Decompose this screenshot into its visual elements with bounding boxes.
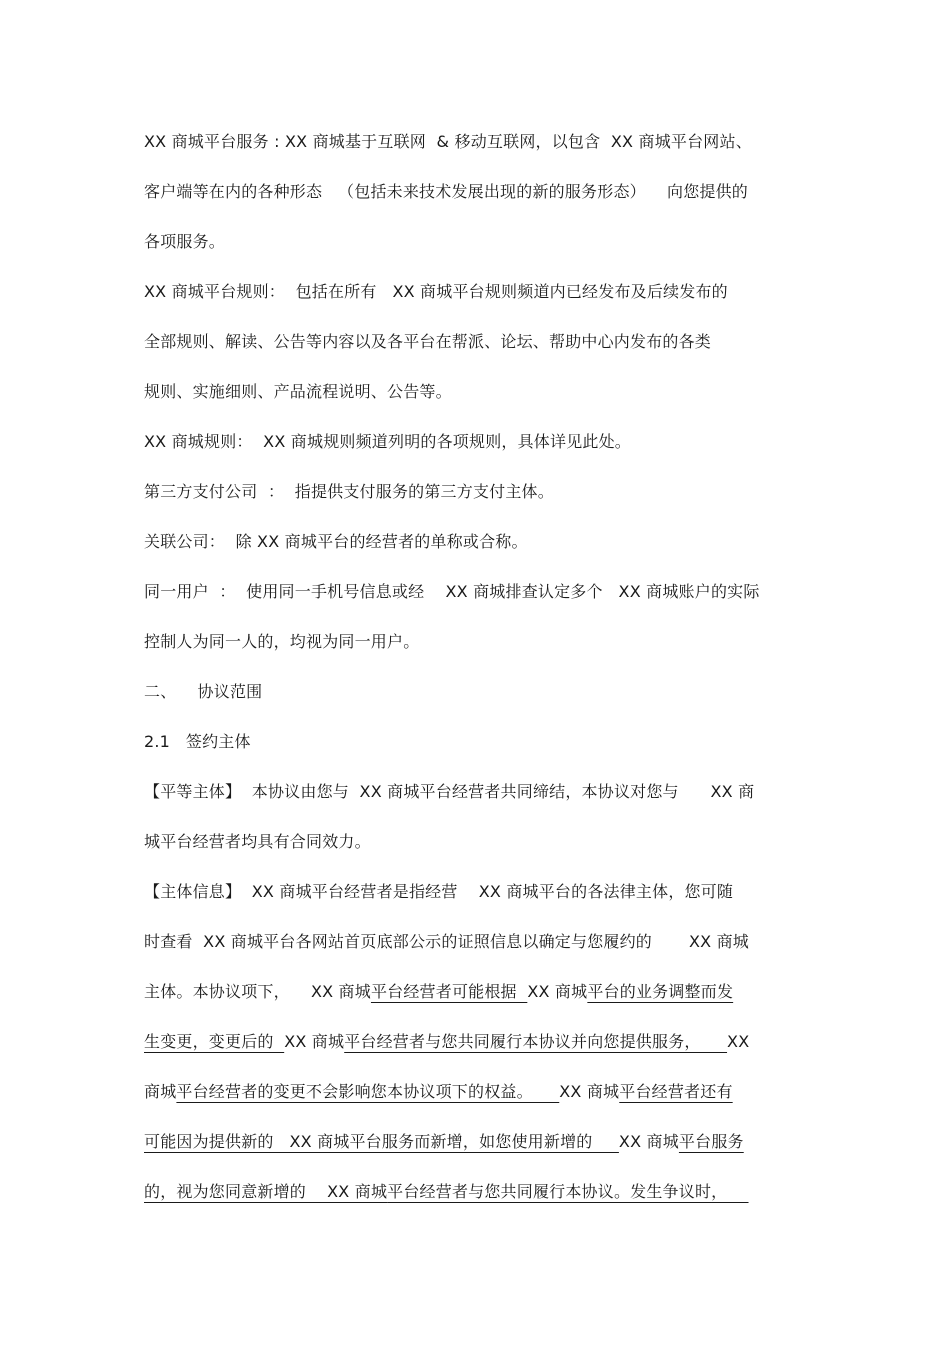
text-span: 各项服务。 bbox=[144, 232, 226, 251]
text-line bbox=[144, 781, 754, 803]
text-line bbox=[144, 831, 371, 853]
text-line bbox=[144, 681, 262, 703]
text-span: 2.1 签约主体 bbox=[144, 732, 251, 751]
text-span: XX 商城 bbox=[618, 1132, 679, 1151]
text-span: 关联公司： 除 XX 商城平台的经营者的单称或合称。 bbox=[144, 532, 528, 551]
underlined-text: 平台的业务调整而发 bbox=[587, 982, 734, 1001]
text-span: 【平等主体】 本协议由您与 XX 商城平台经营者共同缔结，本协议对您与 XX 商 bbox=[144, 782, 755, 801]
text-line bbox=[144, 431, 631, 453]
text-span: 【主体信息】 XX 商城平台经营者是指经营 XX 商城平台的各法律主体，您可随 bbox=[144, 882, 734, 901]
text-span: 城平台经营者均具有合同效力。 bbox=[144, 832, 371, 851]
text-line bbox=[144, 731, 251, 753]
text-line bbox=[144, 1181, 749, 1203]
text-line bbox=[144, 981, 733, 1003]
underlined-text: 可能因为提供新的 XX 商城平台服务而新增，如您使用新增的 bbox=[144, 1132, 619, 1151]
text-span: 同一用户 ： 使用同一手机号信息或经 XX 商城排查认定多个 XX 商城账户的实际 bbox=[144, 582, 760, 601]
text-span: XX bbox=[727, 1032, 750, 1051]
text-line bbox=[144, 231, 225, 253]
text-span: XX 商城 bbox=[284, 1032, 345, 1051]
text-span: 时查看 XX 商城平台各网站首页底部公示的证照信息以确定与您履约的 XX 商城 bbox=[144, 932, 749, 951]
text-line bbox=[144, 381, 452, 403]
text-line bbox=[144, 581, 760, 603]
text-line bbox=[144, 331, 711, 353]
text-span: XX 商城平台服务 : XX 商城基于互联网 & 移动互联网，以包含 XX 商城平台网站、 bbox=[144, 132, 752, 151]
text-line bbox=[144, 931, 749, 953]
text-span: XX 商城平台规则： 包括在所有 XX 商城平台规则频道内已经发布及后续发布的 bbox=[144, 282, 728, 301]
text-line bbox=[144, 481, 554, 503]
text-line bbox=[144, 181, 748, 203]
underlined-text: 的，视为您同意新增的 XX 商城 bbox=[144, 1182, 388, 1201]
text-line bbox=[144, 1131, 744, 1153]
underlined-text: 生变更，变更后的 bbox=[144, 1032, 285, 1051]
text-span: 控制人为同一人的，均视为同一用户。 bbox=[144, 632, 420, 651]
text-span: 主体。本协议项下， XX 商城 bbox=[144, 982, 371, 1001]
text-line bbox=[144, 881, 733, 903]
text-line bbox=[144, 281, 728, 303]
text-span: 客户端等在内的各种形态 （包括未来技术发展出现的新的服务形态） 向您提供的 bbox=[144, 182, 749, 201]
text-line bbox=[144, 631, 419, 653]
text-span: 二、 协议范围 bbox=[144, 682, 263, 701]
text-span: XX 商城 bbox=[527, 982, 588, 1001]
text-line bbox=[144, 531, 528, 553]
underlined-text: 平台经营者与您共同履行本协议。发生争议时， bbox=[387, 1182, 749, 1201]
text-span: 规则、实施细则、产品流程说明、公告等。 bbox=[144, 382, 452, 401]
text-span: 商城 bbox=[144, 1082, 177, 1101]
text-span: XX 商城规则： XX 商城规则频道列明的各项规则，具体详见此处。 bbox=[144, 432, 631, 451]
underlined-text: 平台服务 bbox=[678, 1132, 744, 1151]
text-line bbox=[144, 131, 752, 153]
text-line bbox=[144, 1031, 749, 1053]
underlined-text: 平台经营者与您共同履行本协议并向您提供服务， bbox=[344, 1032, 728, 1051]
text-line bbox=[144, 1081, 733, 1103]
underlined-text: 平台经营者的变更不会影响您本协议项下的权益。 bbox=[176, 1082, 560, 1101]
text-span: 第三方支付公司 ： 指提供支付服务的第三方支付主体。 bbox=[144, 482, 554, 501]
underlined-text: 平台经营者还有 bbox=[619, 1082, 733, 1101]
text-span: 全部规则、解读、公告等内容以及各平台在帮派、论坛、帮助中心内发布的各类 bbox=[144, 332, 712, 351]
text-span: XX 商城 bbox=[559, 1082, 620, 1101]
underlined-text: 平台经营者可能根据 bbox=[370, 982, 528, 1001]
